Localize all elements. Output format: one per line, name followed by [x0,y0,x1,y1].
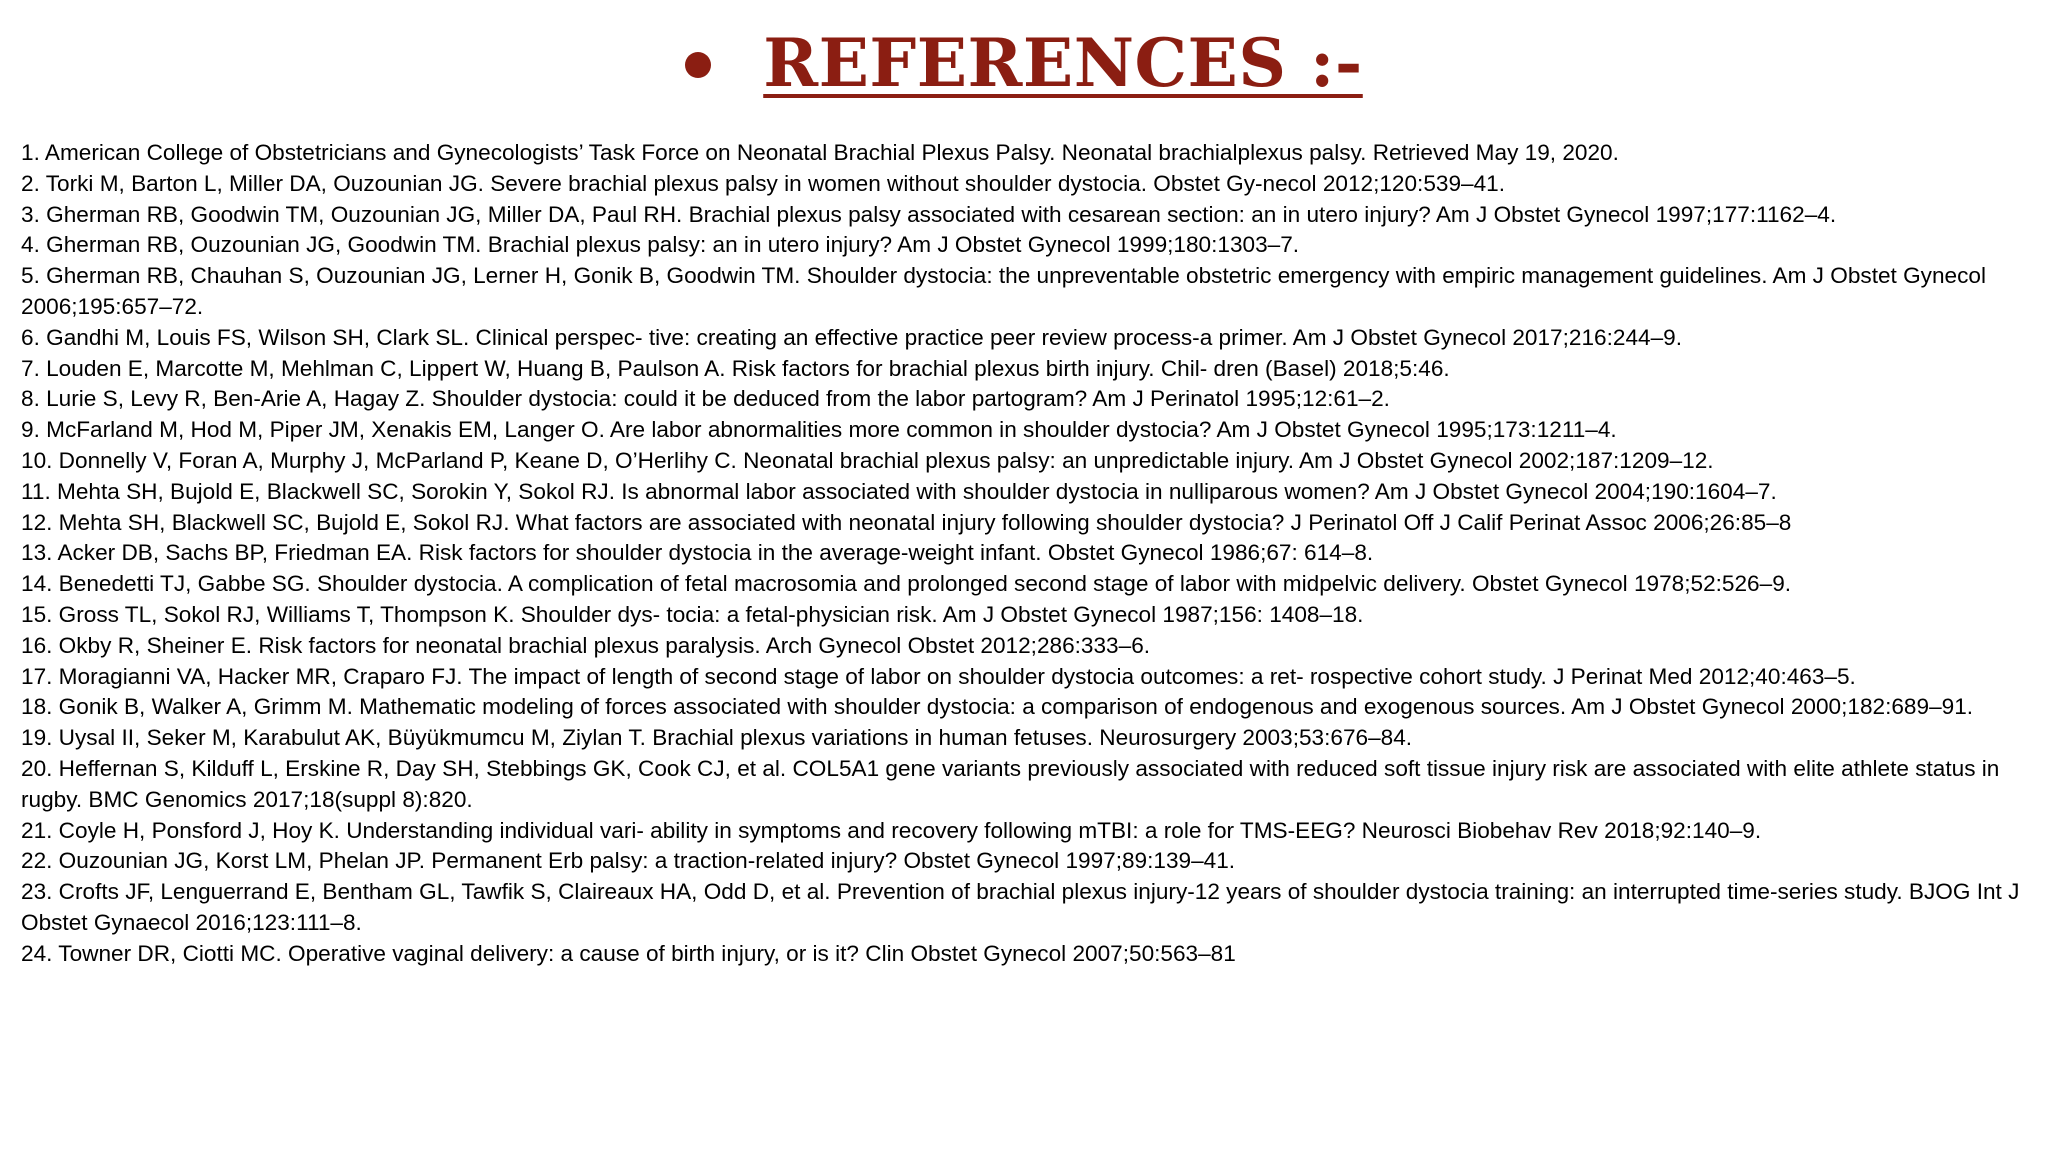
reference-item: 17. Moragianni VA, Hacker MR, Craparo FJ. The impact of length of second stage of labor on shoulder dystocia outcomes: a ret- rospective cohort study. J Perinat Med 2012;40:463–5. [21,663,1856,689]
reference-item: 18. Gonik B, Walker A, Grimm M. Mathematic modeling of forces associated with shoulder dystocia: a comparison of endogenous and exogenous sources. Am J Obstet Gynecol 2000;182:689–91. [21,694,1974,720]
reference-item: 5. Gherman RB, Chauhan S, Ouzounian JG, Lerner H, Gonik B, Goodwin TM. Shoulder dystocia: the unpreventable obstetric emergency with empiric management guidelines. Am J Obstet Gynecol 2006;195:657–72. [21,263,1986,319]
reference-item: 14. Benedetti TJ, Gabbe SG. Shoulder dystocia. A complication of fetal macrosomia and prolonged second stage of labor with midpelvic delivery. Obstet Gynecol 1978;52:526–9. [21,571,1792,597]
reference-list [21,138,2036,970]
reference-item: 23. Crofts JF, Lenguerrand E, Bentham GL, Tawfik S, Claireaux HA, Odd D, et al. Prevention of brachial plexus injury-12 years of shoulder dystocia training: an interrupted time-series study. BJOG Int J Obstet Gynaecol 2016;123:111–8. [21,879,2020,935]
reference-item: 9. McFarland M, Hod M, Piper JM, Xenakis EM, Langer O. Are labor abnormalities more common in shoulder dystocia? Am J Obstet Gynecol 1995;173:1211–4. [21,417,1617,443]
reference-item: 1. American College of Obstetricians and Gynecologists’ Task Force on Neonatal Brachial Plexus Palsy. Neonatal brachialplexus palsy. Retrieved May 19, 2020. [21,140,1619,165]
bullet-icon [685,52,711,78]
reference-item: 3. Gherman RB, Goodwin TM, Ouzounian JG, Miller DA, Paul RH. Brachial plexus palsy associated with cesarean section: an in utero injury? Am J Obstet Gynecol 1997;177:1162–4. [21,201,1837,227]
title-row [0,18,2048,108]
reference-item: 10. Donnelly V, Foran A, Murphy J, McParland P, Keane D, O’Herlihy C. Neonatal brachial plexus palsy: an unpredictable injury. Am J Obstet Gynecol 2002;187:1209–12. [21,447,1714,473]
page-title: REFERENCES :- [763,24,1363,102]
reference-item: 16. Okby R, Sheiner E. Risk factors for neonatal brachial plexus paralysis. Arch Gynecol Obstet 2012;286:333–6. [21,632,1151,658]
reference-item: 4. Gherman RB, Ouzounian JG, Goodwin TM. Brachial plexus palsy: an in utero injury? Am J Obstet Gynecol 1999;180:1303–7. [21,232,1300,258]
reference-item: 13. Acker DB, Sachs BP, Friedman EA. Risk factors for shoulder dystocia in the average-weight infant. Obstet Gynecol 1986;67: 614–8. [21,540,1374,566]
reference-item: 12. Mehta SH, Blackwell SC, Bujold E, Sokol RJ. What factors are associated with neonatal injury following shoulder dystocia? J Perinatol Off J Calif Perinat Assoc 2006;26:85–8 [21,509,1792,535]
reference-item: 2. Torki M, Barton L, Miller DA, Ouzounian JG. Severe brachial plexus palsy in women without shoulder dystocia. Obstet Gy-necol 2012;120:539–41. [21,170,1506,196]
reference-item: 24. Towner DR, Ciotti MC. Operative vaginal delivery: a cause of birth injury, or is it? Clin Obstet Gynecol 2007;50:563–81 [21,940,1236,966]
reference-item: 6. Gandhi M, Louis FS, Wilson SH, Clark SL. Clinical perspec- tive: creating an effective practice peer review process-a primer. Am J Obstet Gynecol 2017;216:244–9. [21,324,1682,350]
reference-item: 20. Heffernan S, Kilduff L, Erskine R, Day SH, Stebbings GK, Cook CJ, et al. COL5A1 gene variants previously associated with reduced soft tissue injury risk are associated with elite athlete status in rugby. BMC Genomics 2017;18(suppl 8):820. [21,755,2000,812]
reference-item: 15. Gross TL, Sokol RJ, Williams T, Thompson K. Shoulder dys- tocia: a fetal-physician risk. Am J Obstet Gynecol 1987;156: 1408–18. [21,601,1364,627]
reference-item: 21. Coyle H, Ponsford J, Hoy K. Understanding individual vari- ability in symptoms and recovery following mTBI: a role for TMS-EEG? Neurosci Biobehav Rev 2018;92:140–9. [21,817,1762,843]
reference-item: 11. Mehta SH, Bujold E, Blackwell SC, Sorokin Y, Sokol RJ. Is abnormal labor associated with shoulder dystocia in nulliparous women? Am J Obstet Gynecol 2004;190:1604–7. [21,478,1777,504]
reference-item: 19. Uysal II, Seker M, Karabulut AK, Büyükmumcu M, Ziylan T. Brachial plexus variations in human fetuses. Neurosurgery 2003;53:676–84. [21,725,1413,751]
reference-item: 8. Lurie S, Levy R, Ben-Arie A, Hagay Z. Shoulder dystocia: could it be deduced from the labor partogram? Am J Perinatol 1995;12:61–2. [21,386,1390,412]
reference-item: 22. Ouzounian JG, Korst LM, Phelan JP. Permanent Erb palsy: a traction-related injury? Obstet Gynecol 1997;89:139–41. [21,848,1236,874]
reference-item: 7. Louden E, Marcotte M, Mehlman C, Lippert W, Huang B, Paulson A. Risk factors for brachial plexus birth injury. Chil- dren (Basel) 2018;5:46. [21,355,1450,381]
